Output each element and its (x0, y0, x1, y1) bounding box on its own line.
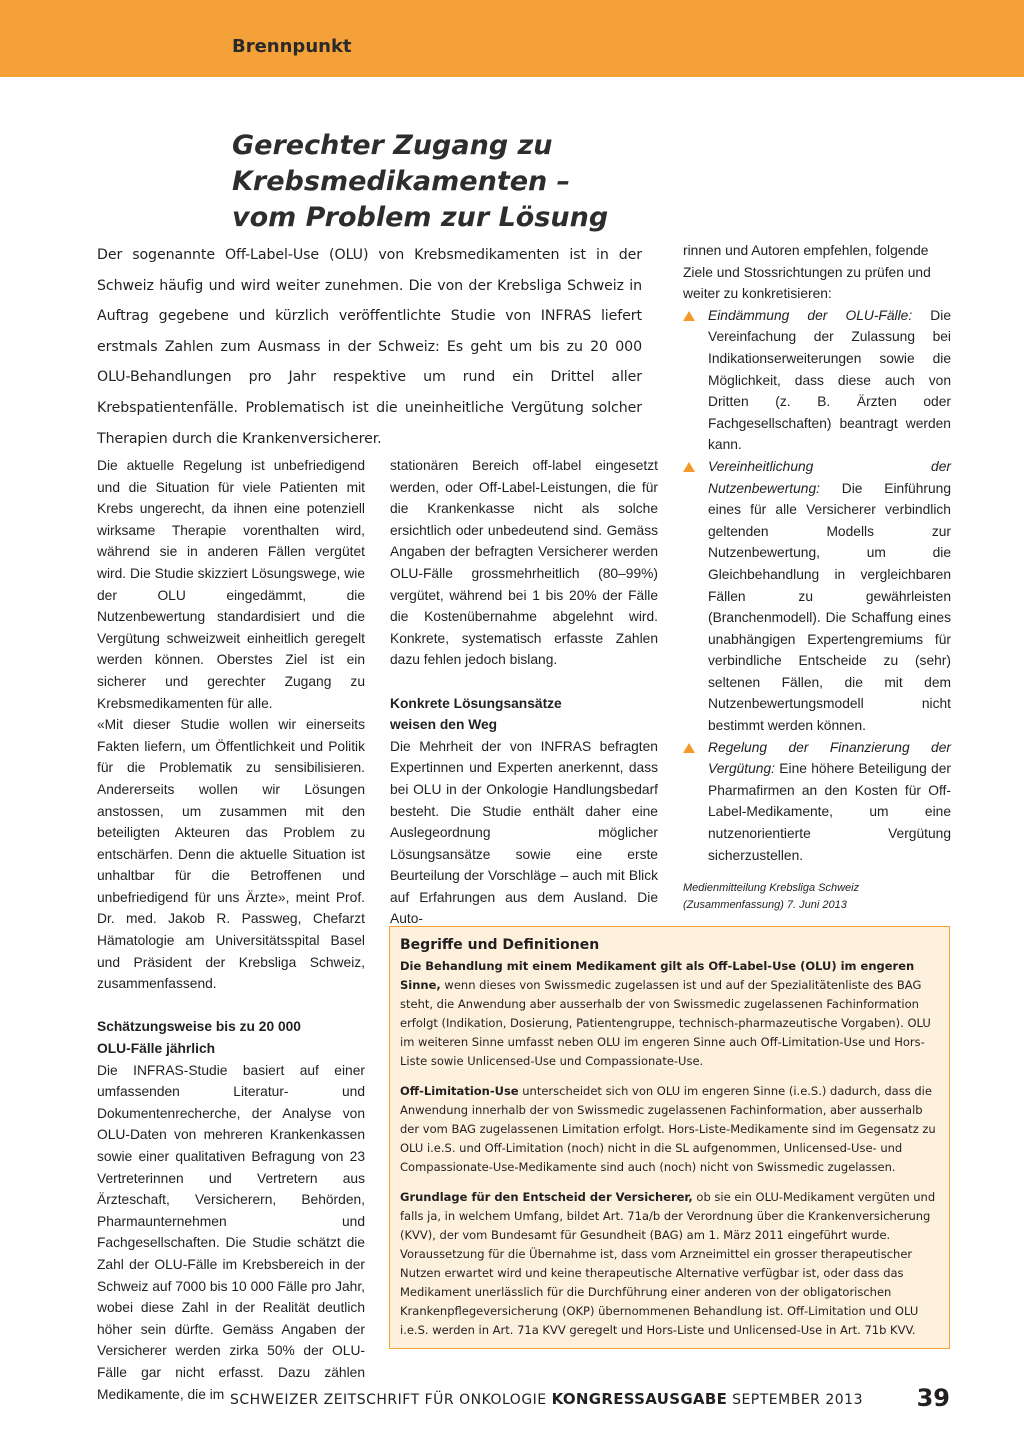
definition (400, 1188, 939, 1340)
column-1 (97, 455, 365, 1405)
column-3 (683, 240, 951, 956)
definition (400, 1082, 939, 1177)
page-footer (230, 1384, 950, 1414)
list-item (683, 305, 951, 456)
subheading-line-2: weisen den Weg (390, 717, 498, 733)
journal-name (230, 1390, 863, 1408)
box-title: Begriffe und Definitionen (400, 937, 600, 953)
bullet-term: Vereinheitlichung der Nutzenbewertung: (708, 458, 951, 496)
journal-date: SEPTEMBER 2013 (727, 1392, 863, 1408)
paragraph: Die INFRAS-Studie basiert auf einer umfassenden Literatur- und Dokumentenrecherche, der Analyse von OLU-Daten von mehreren Krankenkassen sowie einer qualitativen Befragung von 23 Vertreterinnen und Vertretern aus Ärzteschaft, Versicherern, Behörden, Pharmaunternehmen und Fachgesellschaften. Die Studie schätzt die Zahl der OLU-Fälle im Krebsbereich in der Schweiz auf 7000 bis 10 000 Fälle pro Jahr, wobei diese Zahl in der Realität deutlich höher sein dürfte. Gemäss Angaben der Versicherer werden zirka 50% der OLU-Fälle gar nicht erfasst. Dazu zählen Medikamente, die im (97, 1062, 365, 1402)
title-line-1: Gerechter Zugang zu Krebsmedikamenten – (232, 130, 571, 197)
paragraph: stationären Bereich off-label eingesetzt werden, oder Off-Label-Leistungen, die für die Krankenkasse nicht als solche ersichtlich oder unbedeutend sind. Gemäss Angaben der befragten Versicherer werden OLU-Fälle grossmehrheitlich (80–99%) vergütet, während bei 1 bis 20% der Fälle die Kostenübernahme abgelehnt wird. Konkrete, systematisch erfasste Zahlen dazu fehlen jedoch bislang. (390, 458, 658, 668)
triangle-bullet-icon (683, 743, 695, 753)
definitions-box (389, 926, 950, 1349)
triangle-bullet-icon (683, 462, 695, 472)
bullet-text: Die Einführung eines für alle Versicherer verbindlich geltenden Modells zur Nutzenbewertung, um die Gleichbehandlung in vergleichbaren Fällen zu gewährleisten (Branchenmodell). Die Schaffung eines unabhängigen Expertengremiums für verbindliche Entscheide zu (sehr) seltenen Fällen, die mit dem Nutzenbewertungsmodell nicht bestimmt werden können. (708, 480, 951, 734)
paragraph: Die Mehrheit der von INFRAS befragten Expertinnen und Experten anerkennt, dass bei OLU in der Onkologie Handlungsbedarf besteht. Die Studie enthält daher eine Auslegeordnung möglicher Lösungsansätze sowie eine erste Beurteilung der Vorschläge – auch mit Blick auf Erfahrungen aus dem Ausland. Die Auto- (390, 738, 658, 927)
definition-text: unterscheidet sich von OLU im engeren Sinne (i.e.S.) dadurch, dass die Anwendung innerhalb der von Swissmedic zugelassenen Fachinformation, aber ausserhalb der vom BAG zugelassenen Limitation erfolgt. Hors-Liste-Medikamente sind im Gegensatz zu OLU i.e.S. und Off-Limitation (noch) nicht in die SL aufgenommen, Unlicensed-Use- und Compassionate-Use-Medikamente sind auch (noch) nicht von Swissmedic zugelassen. (400, 1084, 936, 1174)
bullet-text: Eine höhere Beteiligung der Pharmafirmen an den Kosten für Off-Label-Medikamente, um eine nutzenorientierte Vergütung sicherzustellen. (708, 761, 951, 863)
bullet-text: Die Vereinfachung der Zulassung bei Indikationserweiterungen sowie die Möglichkeit, dass diese auch von Dritten (z. B. Ärzten oder Fachgesellschaften) beantragt werden kann. (708, 307, 951, 453)
definition-text: wenn dieses von Swissmedic zugelassen ist und auf der Spezialitätenliste des BAG steht, die Anwendung aber ausserhalb der von Swissmedic zugelassenen Fachinformation erfolgt (Indikation, Dosierung, Patientengruppe, technisch-pharmazeutische Vorgaben). OLU im weiteren Sinne umfasst neben OLU im engeren Sinne auch Off-Limitation-Use und Hors-Liste sowie Unlicensed-Use und Compassionate-Use. (400, 978, 931, 1068)
triangle-bullet-icon (683, 311, 695, 321)
definition (400, 957, 939, 1071)
definition-term: Off-Limitation-Use (400, 1084, 519, 1098)
definition-text: ob sie ein OLU-Medikament vergüten und falls ja, in welchem Umfang, bildet Art. 71a/b der Verordnung über die Krankenversicherung (KVV), der vom Bundesamt für Gesundheit (BAG) am 1. März 2011 eingeführt wurde. Voraussetzung für die Übernahme ist, dass vom Arzneimittel ein grosser therapeutischer Nutzen erwartet wird und keine therapeutische Alternative verfügbar ist, oder dass das Medikament unerlässlich für die Durchführung einer anderen von der obligatorischen Krankenpflegeversicherung (OKP) übernommenen Behandlung ist. Off-Limitation und OLU i.e.S. werden in Art. 71a KVV geregelt und Hors-Liste und Unlicensed-Use in Art. 71b KVV. (400, 1190, 936, 1337)
subheading-line-1: Konkrete Lösungsansätze (390, 695, 562, 711)
list-item (683, 456, 951, 737)
article-title (232, 128, 872, 236)
source-line-1: Medienmitteilung Krebsliga Schweiz (683, 882, 860, 895)
section-label: Brennpunkt (232, 36, 352, 57)
list-item (683, 737, 951, 867)
paragraph: rinnen und Autoren empfehlen, folgende Ziele und Stossrichtungen zu prüfen und weiter zu konkretisieren: (683, 243, 931, 302)
column-2 (390, 455, 658, 930)
page-number: 39 (916, 1384, 950, 1412)
source-note (683, 880, 951, 913)
subheading-line-2: OLU-Fälle jährlich (97, 1041, 216, 1057)
bullet-term: Eindämmung der OLU-Fälle: (708, 307, 913, 323)
subheading (97, 1016, 365, 1059)
journal-pre: SCHWEIZER ZEITSCHRIFT FÜR ONKOLOGIE (230, 1392, 552, 1408)
header-bar (0, 0, 1024, 77)
definition-term: Grundlage für den Entscheid der Versicherer, (400, 1190, 693, 1204)
paragraph: «Mit dieser Studie wollen wir einerseits Fakten liefern, um Öffentlichkeit und Politik für die Problematik zu sensibilisieren. Andererseits wollen wir Lösungen anstossen, um zusammen mit den beteiligten Akteuren das Problem zu entschärfen. Denn die aktuelle Situation ist unhaltbar für die Betroffenen und unbefriedigend für uns Ärzte», meint Prof. Dr. med. Jakob R. Passweg, Chefarzt Hämatologie am Universitätsspital Basel und Präsident der Krebsliga Schweiz, zusammenfassend. (97, 717, 365, 992)
source-line-2: (Zusammenfassung) 7. Juni 2013 (683, 898, 847, 911)
title-line-2: vom Problem zur Lösung (232, 202, 609, 233)
lead-paragraph: Der sogenannte Off-Label-Use (OLU) von Krebsmedikamenten ist in der Schweiz häufig und wird weiter zunehmen. Die von der Krebsliga Schweiz in Auftrag gegebene und kürzlich veröffentlichte Studie von INFRAS liefert erstmals Zahlen zum Ausmass in der Schweiz: Es geht um bis zu 20 000 OLU-Behandlungen pro Jahr respektive um rund ein Drittel aller Krebspatientenfälle. Problematisch ist die uneinheitliche Vergütung solcher Therapien durch die Krankenversicherer. (97, 247, 642, 447)
definition-term: Die Behandlung mit einem Medikament gilt als Off-Label-Use (OLU) im engeren Sinne, (400, 959, 915, 992)
subheading (390, 693, 658, 736)
journal-edition: KONGRESSAUSGABE (551, 1390, 728, 1408)
subheading-line-1: Schätzungsweise bis zu 20 000 (97, 1019, 301, 1035)
paragraph: Die aktuelle Regelung ist unbefriedigend und die Situation für viele Patienten mit Krebs ungerecht, da ihnen eine potenziell wirksame Therapie vorenthalten wird, während sie in anderen Fällen vergütet wird. Die Studie skizziert Lösungswege, wie der OLU eingedämmt, die Nutzenbewertung standardisiert und die Vergütung schweizweit einheitlich geregelt werden können. Oberstes Ziel ist ein sicherer und gerechter Zugang zu Krebsmedikamenten für alle. (97, 458, 365, 711)
bullet-term: Regelung der Finanzierung der Vergütung: (708, 739, 951, 777)
